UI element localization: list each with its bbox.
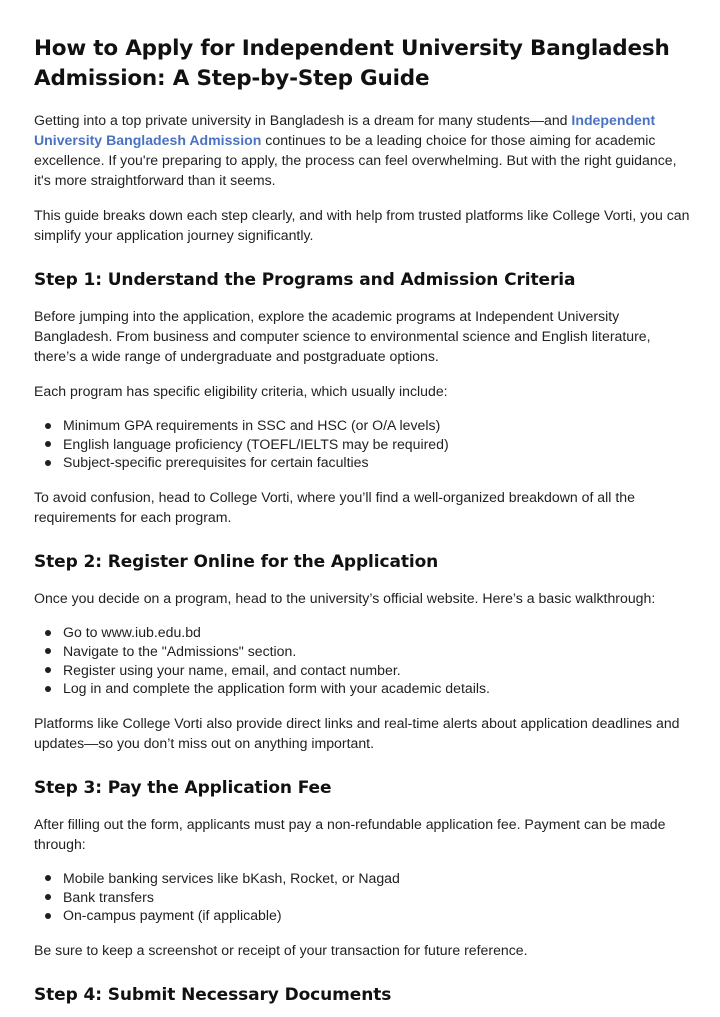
list-item-text: Navigate to the "Admissions" section. (63, 642, 297, 659)
step1-paragraph-3: To avoid confusion, head to College Vorti, where you’ll find a well-organized breakdown of all the requirements for each program. (34, 489, 635, 526)
step3-paragraph-2: Be sure to keep a screenshot or receipt of your transaction for future reference. (34, 942, 528, 959)
step3-heading: Step 3: Pay the Application Fee (34, 777, 332, 798)
list-item-text: Register using your name, email, and contact number. (63, 661, 401, 678)
step2-paragraph-1: Once you decide on a program, head to the university’s official website. Here’s a basic walkthrough: (34, 590, 656, 607)
bullet-icon (45, 648, 51, 654)
bullet-icon (45, 630, 51, 636)
list-item (34, 906, 692, 925)
bullet-icon (45, 460, 51, 466)
list-item-text: Minimum GPA requirements in SSC and HSC (or O/A levels) (63, 417, 441, 433)
list-item (34, 435, 692, 454)
list-item (34, 679, 692, 698)
step3-paragraph-1: After filling out the form, applicants must pay a non-refundable application fee. Payment can be made through: (34, 815, 666, 852)
step1-criteria-list (34, 416, 692, 472)
bullet-icon (45, 894, 51, 900)
page-title: How to Apply for Independent University Bangladesh Admission: A Step-by-Step Guide (34, 36, 670, 91)
bullet-icon (45, 441, 51, 447)
step1-heading: Step 1: Understand the Programs and Admission Criteria (34, 270, 576, 290)
step2-heading: Step 2: Register Online for the Application (34, 552, 439, 573)
bullet-icon (45, 423, 51, 429)
step2-walkthrough-list (34, 623, 692, 698)
list-item-text: Mobile banking services like bKash, Rocket, or Nagad (63, 869, 400, 886)
list-item (34, 888, 692, 907)
list-item (34, 642, 692, 661)
bullet-icon (45, 686, 51, 692)
list-item (34, 661, 692, 680)
step4-heading: Step 4: Submit Necessary Documents (34, 985, 392, 1006)
list-item-text: Log in and complete the application form with your academic details. (63, 680, 490, 697)
bullet-icon (45, 875, 51, 881)
intro-paragraph-2: This guide breaks down each step clearly, and with help from trusted platforms like College Vorti, you can simplify your application journey significantly. (34, 207, 690, 243)
list-item-text: On-campus payment (if applicable) (63, 907, 282, 924)
intro-text-after-link: continues to be a leading choice for those aiming for academic excellence. If you're preparing to apply, the process can feel overwhelming. But with the right guidance, it's more straightforward than it seems. (34, 132, 677, 188)
list-item (34, 453, 692, 472)
list-item-text: Subject-specific prerequisites for certain faculties (63, 454, 369, 471)
step2-paragraph-2: Platforms like College Vorti also provide direct links and real-time alerts about application deadlines and updates—so you don’t miss out on anything important. (34, 714, 680, 751)
step1-paragraph-1: Before jumping into the application, explore the academic programs at Independent University Bangladesh. From business and computer science to environmental science and English literature, there’s a wide range of undergraduate and postgraduate options. (34, 308, 651, 364)
list-item-text: Go to www.iub.edu.bd (63, 624, 201, 641)
list-item (34, 623, 692, 642)
step3-payment-list (34, 869, 692, 925)
bullet-icon (45, 667, 51, 673)
iub-admission-link[interactable]: Independent University Bangladesh Admission (34, 112, 656, 148)
bullet-icon (45, 913, 51, 919)
list-item-text: Bank transfers (63, 888, 154, 905)
list-item (34, 869, 692, 888)
intro-text-before-link: Getting into a top private university in Bangladesh is a dream for many students—and (34, 112, 572, 128)
list-item (34, 416, 692, 435)
list-item-text: English language proficiency (TOEFL/IELTS may be required) (63, 435, 449, 452)
step1-paragraph-2: Each program has specific eligibility criteria, which usually include: (34, 383, 448, 399)
intro-paragraph (34, 110, 692, 190)
